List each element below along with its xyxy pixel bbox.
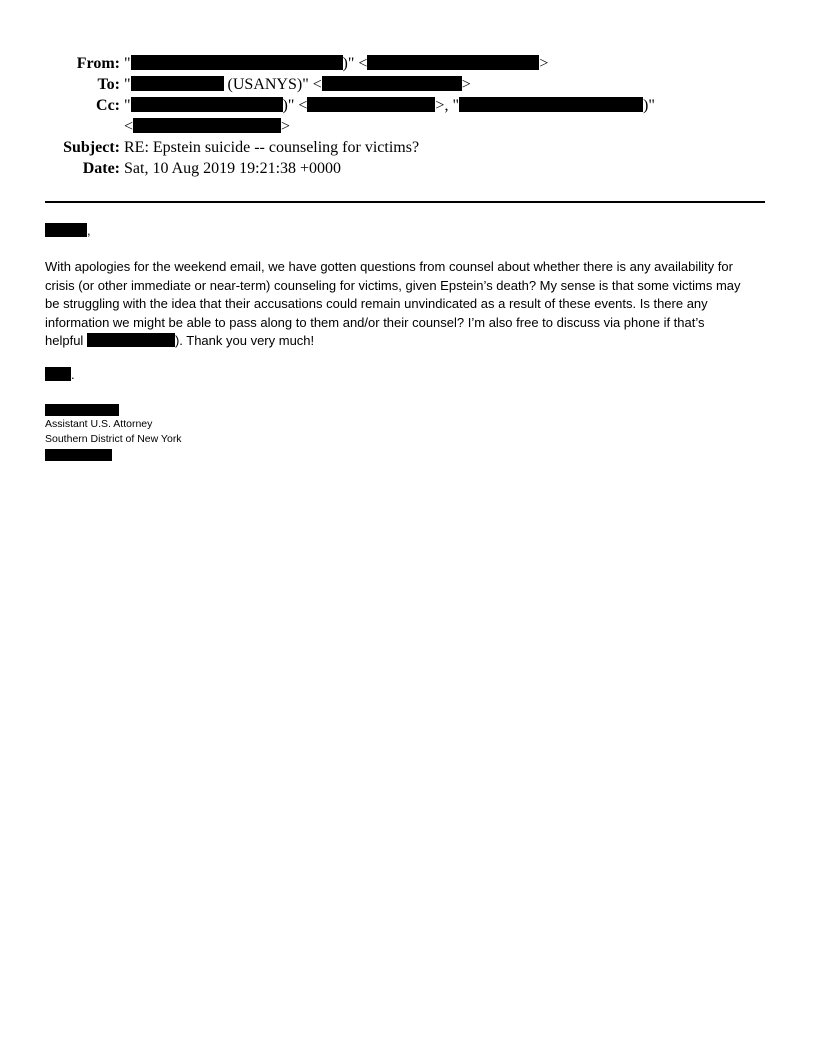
date-value: Sat, 10 Aug 2019 19:21:38 +0000 — [124, 160, 342, 177]
header-divider — [45, 201, 765, 203]
paragraph-line: crisis (or other immediate or near-term) counseling for victims, given Epstein’s death? My sense is that some victims may — [45, 277, 741, 293]
message-paragraph — [45, 258, 770, 351]
from-value — [124, 53, 548, 74]
signature-office: Southern District of New York — [45, 433, 182, 445]
to-end: > — [461, 76, 471, 93]
redaction-box — [131, 97, 283, 112]
cc-mid1: )" < — [282, 97, 308, 114]
from-quote: " — [124, 55, 131, 72]
greeting-comma: , — [87, 223, 91, 238]
cc-quote: " — [124, 97, 131, 114]
paragraph-line: information we might be able to pass along to them and/or their counsel? I’m also free to discuss via phone if that’s — [45, 314, 705, 330]
redaction-box — [133, 118, 281, 133]
redaction-box — [459, 97, 643, 112]
signature-title: Assistant U.S. Attorney — [45, 418, 153, 430]
from-label: From: — [76, 55, 120, 72]
redaction-box — [45, 404, 119, 416]
cc-lt: < — [124, 118, 134, 135]
from-end: > — [539, 55, 549, 72]
from-mid: )" < — [342, 55, 368, 72]
redaction-box — [45, 449, 112, 461]
to-value — [124, 74, 471, 95]
signoff-dot: . — [71, 367, 75, 382]
cc-value — [124, 95, 655, 116]
date-label: Date: — [82, 160, 120, 177]
subject-value: RE: Epstein suicide -- counseling for victims? — [124, 139, 420, 156]
signoff — [45, 366, 770, 385]
cc-end1: )" — [642, 97, 655, 114]
redaction-box — [367, 55, 539, 70]
helpful-text: helpful — [45, 333, 84, 348]
to-org: (USANYS)" < — [227, 76, 322, 93]
redaction-box — [45, 367, 71, 381]
paragraph-line — [45, 332, 770, 351]
greeting — [45, 222, 770, 241]
redaction-box — [131, 76, 224, 91]
redaction-box — [45, 223, 87, 237]
paragraph-line: be struggling with the idea that their accusations could remain unvindicated as a result of these events. Is there any — [45, 296, 708, 311]
to-label: To: — [97, 76, 120, 93]
cc-mid2: >, " — [435, 97, 459, 114]
cc-end2: > — [281, 118, 291, 135]
redaction-box — [322, 76, 462, 91]
paragraph-line: With apologies for the weekend email, we have gotten questions from counsel about whether there is any availability for — [45, 259, 733, 274]
cc-label: Cc: — [96, 97, 120, 114]
redaction-box — [131, 55, 343, 70]
cc-value-line2 — [124, 116, 290, 137]
to-quote: " — [124, 76, 131, 93]
redaction-box — [307, 97, 435, 112]
thanks-text: ). Thank you very much! — [174, 333, 315, 348]
redaction-box — [87, 333, 175, 347]
subject-label: Subject: — [63, 139, 120, 156]
